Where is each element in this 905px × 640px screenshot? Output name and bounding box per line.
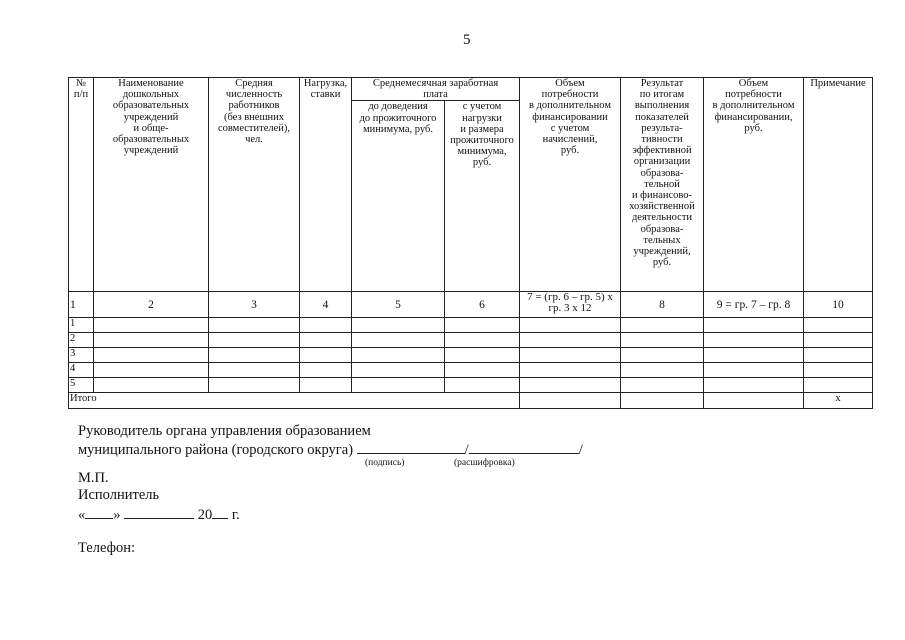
table-row [69,318,873,333]
financing-table [68,77,873,409]
signature-line[interactable] [357,440,465,454]
header-salary-with-load: с учетом нагрузки и размера прожиточного минимума, руб. [445,101,520,292]
table-row [69,363,873,378]
header-avg-salary: Среднемесячная заработная плата [352,78,520,101]
header-salary-before: до доведения до прожиточного минимума, руб. [352,101,445,292]
total-row [69,393,873,409]
table-row [69,348,873,363]
slash: / [464,442,469,458]
stamp-label: М.П. [78,470,109,486]
header-note: Примечание [804,78,873,292]
total-label: Итого [69,393,520,409]
day-line[interactable] [85,505,113,519]
decoding-caption: (расшифровка) [454,458,515,468]
row-number: 4 [69,363,94,378]
month-line[interactable] [124,505,194,519]
column-number: 1 [69,292,94,318]
column-number: 5 [352,292,445,318]
header-institution-name: Наименование дошкольных образовательных учреждений и обще- образовательных учреждений [94,78,209,292]
executor-label: Исполнитель [78,487,160,503]
head-title-line2-block [78,440,583,459]
total-note: х [804,393,873,409]
header-result: Результат по итогам выполнения показателей результа- тивности эффективной организации образова- тельной и финансово- хозяйственной деятельности образова- тельных учреждений, руб. [621,78,704,292]
head-title-line1: Руководитель органа управления образованием [78,423,371,439]
column-number: 8 [621,292,704,318]
header-additional-financing: Объем потребности в дополнительном финансировании, руб. [704,78,804,292]
column-number: 6 [445,292,520,318]
slash: / [578,442,583,458]
row-number: 3 [69,348,94,363]
header-load: Нагрузка, ставки [300,78,352,292]
phone-label: Телефон: [78,540,136,556]
page-number: 5 [463,32,471,48]
signature-caption: (подпись) [365,458,405,468]
row-number: 2 [69,333,94,348]
row-number: 1 [69,318,94,333]
header-number: № п/п [69,78,94,292]
table-row [69,333,873,348]
header-need-volume: Объем потребности в дополнительном финансировании с учетом начислений, руб. [520,78,621,292]
name-decoding-line[interactable] [469,440,579,454]
column-formula: 9 = гр. 7 – гр. 8 [704,292,804,318]
header-avg-staff: Средняя численность работников (без внешних совместителей), чел. [209,78,300,292]
column-number: 2 [94,292,209,318]
row-number: 5 [69,378,94,393]
column-number: 4 [300,292,352,318]
head-title-line2: муниципального района (городского округа) [78,442,354,458]
column-numbering-row [69,292,873,318]
year-line[interactable] [212,505,228,519]
column-number: 3 [209,292,300,318]
table-row [69,378,873,393]
column-number: 10 [804,292,873,318]
column-formula: 7 = (гр. 6 – гр. 5) х гр. 3 х 12 [520,292,621,318]
date-field: « » 20 г. [78,507,240,523]
